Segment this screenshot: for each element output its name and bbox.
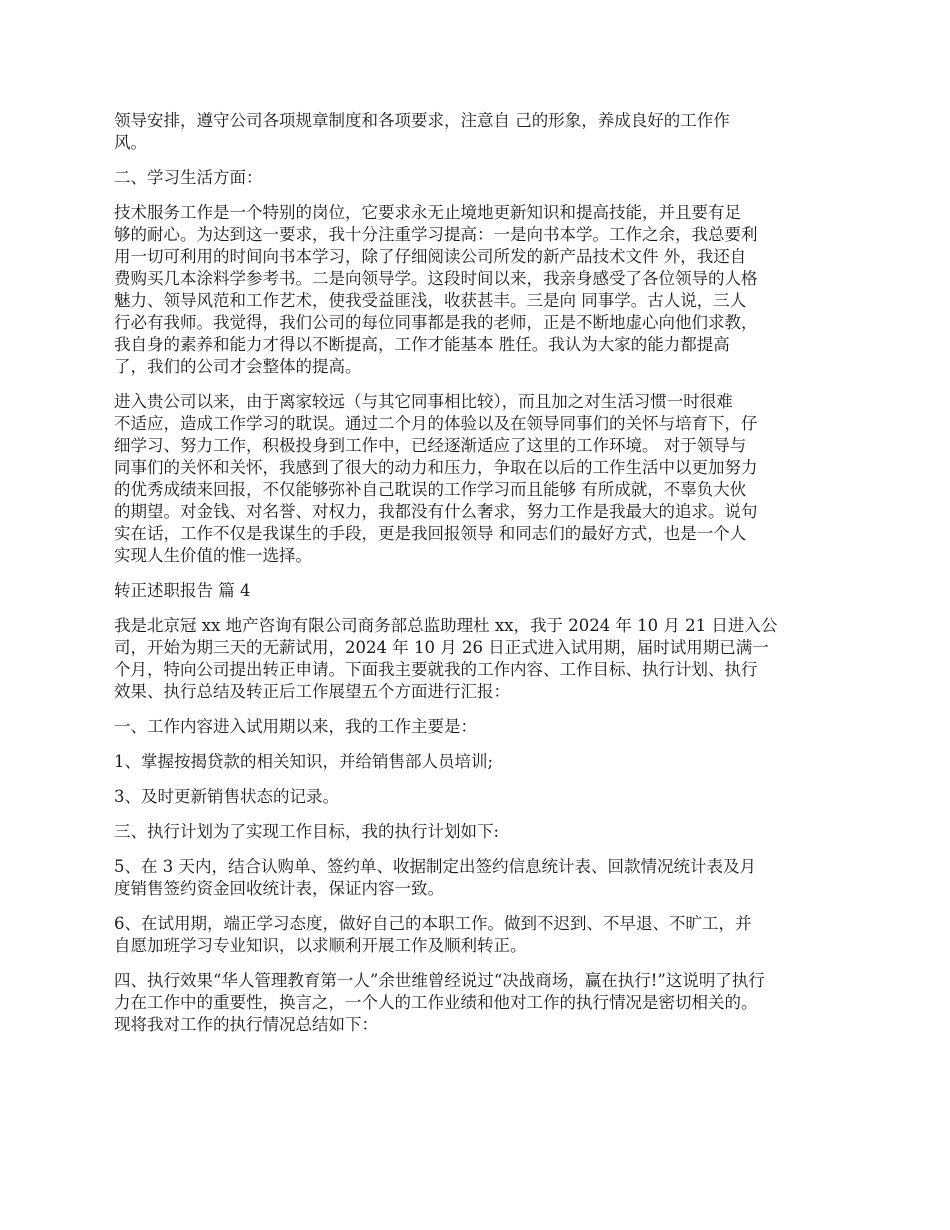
- text-line: 力在工作中的重要性，换言之，一个人的工作业绩和他对工作的执行情况是密切相关的。: [114, 993, 758, 1012]
- section-heading-study-life: [114, 167, 842, 189]
- text-line: 3、及时更新销售状态的记录。: [114, 787, 339, 806]
- text-line: 同事们的关怀和关怀，我感到了很大的动力和压力，争取在以后的工作生活中以更加努力: [114, 458, 758, 477]
- text-line: 三、执行计划为了实现工作目标，我的执行计划如下:: [114, 822, 500, 841]
- paragraph-technical-service: [114, 202, 842, 378]
- text-line: 转正述职报告 篇 4: [114, 581, 251, 600]
- text-line: 细学习、努力工作，积极投身到工作中，已经逐渐适应了这里的工作环境。 对于领导与: [114, 436, 747, 455]
- text-line: 1、掌握按揭贷款的相关知识，并给销售部人员培训;: [114, 752, 494, 771]
- text-line: 的优秀成绩来回报，不仅能够弥补自己耽误的工作学习而且能够 有所成就，不辜负大伙: [114, 480, 747, 499]
- text-line: 费购买几本涂料学参考书。二是向领导学。这段时间以来，我亲身感受了各位领导的人格: [114, 269, 758, 288]
- text-line: 司，开始为期三天的无薪试用，2024 年 10 月 26 日正式进入试用期，届时试用期已满一: [114, 638, 769, 657]
- list-item-6: [114, 913, 842, 957]
- text-line: 我是北京冠 xx 地产咨询有限公司商务部总监助理杜 xx，我于 2024 年 10 月 21 日进入公: [114, 616, 778, 635]
- text-line: 度销售签约资金回收统计表，保证内容一致。: [114, 879, 444, 898]
- text-line: 自愿加班学习专业知识，以求顺利开展工作及顺利转正。: [114, 936, 527, 955]
- text-line: 技术服务工作是一个特别的岗位，它要求永无止境地更新知识和提高技能，并且要有足: [114, 203, 741, 222]
- text-line: 了，我们的公司才会整体的提高。: [114, 357, 362, 376]
- text-line: 行必有我师。我觉得，我们公司的每位同事都是我的老师，正是不断地虚心向他们求教，: [114, 313, 758, 332]
- text-line: 一、工作内容进入试用期以来，我的工作主要是：: [114, 717, 477, 736]
- section-heading-work-content: [114, 716, 842, 738]
- text-line: 够的耐心。为达到这一要求，我十分注重学习提高：一是向书本学。工作之余，我总要利: [114, 225, 758, 244]
- text-line: 四、执行效果“华人管理教育第一人”余世维曾经说过“决战商场，赢在执行!”这说明了执行: [114, 971, 765, 990]
- document-page: [114, 110, 842, 1049]
- text-line: 领导安排，遵守公司各项规章制度和各项要求，注意自 己的形象，养成良好的工作作: [114, 111, 730, 130]
- list-item-1: [114, 751, 842, 773]
- section-heading-execution-effect: [114, 970, 842, 1036]
- report-heading: [114, 580, 842, 602]
- text-line: 效果、执行总结及转正后工作展望五个方面进行汇报：: [114, 682, 510, 701]
- text-line: 现将我对工作的执行情况总结如下：: [114, 1015, 378, 1034]
- text-line: 的期望。对金钱、对名誉、对权力，我都没有什么奢求，努力工作是我最大的追求。说句: [114, 502, 758, 521]
- list-item-3: [114, 786, 842, 808]
- text-line: 实在话，工作不仅是我谋生的手段，更是我回报领导 和同志们的最好方式，也是一个人: [114, 524, 747, 543]
- text-line: 我自身的素养和能力才得以不断提高，工作才能基本 胜任。我认为大家的能力都提高: [114, 335, 730, 354]
- paragraph-continuation: [114, 110, 842, 154]
- text-line: 不适应，造成工作学习的耽误。通过二个月的体验以及在领导同事们的关怀与培育下，仔: [114, 414, 758, 433]
- text-line: 6、在试用期，端正学习态度，做好自己的本职工作。做到不迟到、不早退、不旷工，并: [114, 914, 752, 933]
- text-line: 个月，特向公司提出转正申请。下面我主要就我的工作内容、工作目标、执行计划、执行: [114, 660, 758, 679]
- paragraph-introduction: [114, 615, 842, 703]
- text-line: 二、学习生活方面：: [114, 168, 263, 187]
- text-line: 进入贵公司以来，由于离家较远（与其它同事相比较），而且加之对生活习惯一时很难: [114, 392, 733, 411]
- list-item-5: [114, 856, 842, 900]
- text-line: 5、在 3 天内，结合认购单、签约单、收据制定出签约信息统计表、回款情况统计表及月: [114, 857, 756, 876]
- text-line: 实现人生价值的惟一选择。: [114, 546, 312, 565]
- text-line: 用一切可利用的时间向书本学习，除了仔细阅读公司所发的新产品技术文件 外，我还自: [114, 247, 747, 266]
- text-line: 魅力、领导风范和工作艺术，使我受益匪浅，收获甚丰。三是向 同事学。古人说，三人: [114, 291, 747, 310]
- paragraph-joining-company: [114, 391, 842, 567]
- text-line: 风。: [114, 133, 147, 152]
- section-heading-execution-plan: [114, 821, 842, 843]
